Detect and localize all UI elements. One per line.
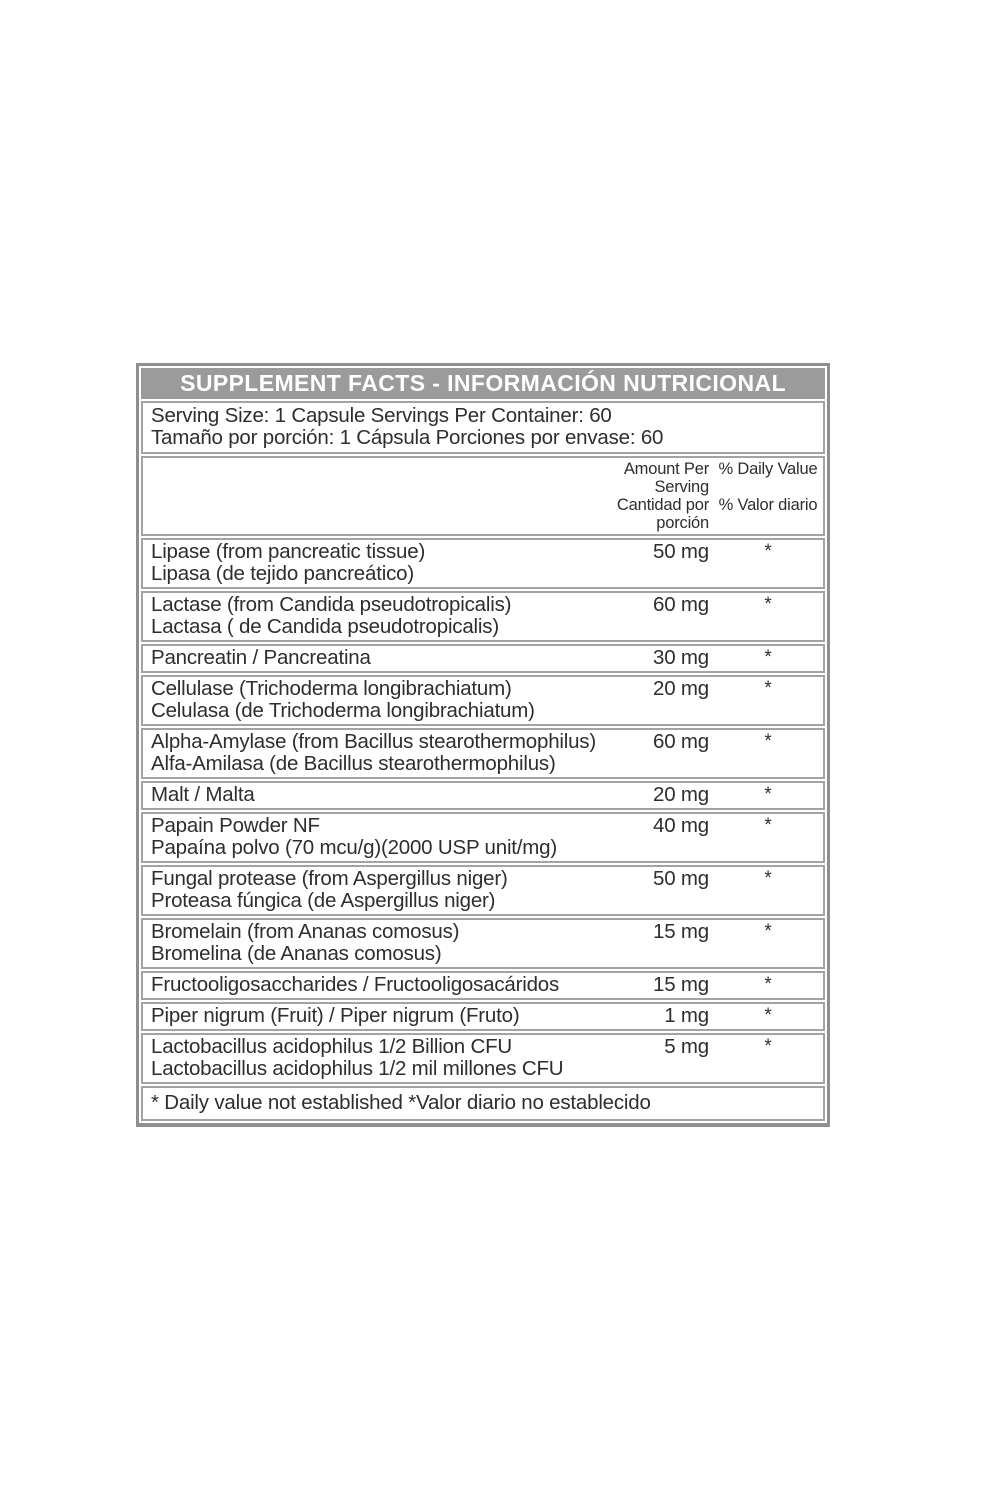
- ingredient-row: [141, 591, 825, 642]
- ingredient-name: [143, 1036, 573, 1080]
- ingredient-rows: [141, 538, 825, 1084]
- ingredient-row: [141, 538, 825, 589]
- ingredient-daily-value: *: [764, 1036, 772, 1057]
- ingredient-name-es: Celulasa (de Trichoderma longibrachiatum): [151, 699, 535, 722]
- ingredient-amount: 40 mg: [653, 814, 709, 837]
- column-header-amount-es: Cantidad por porción: [616, 496, 709, 532]
- ingredient-name-en: Fungal protease (from Aspergillus niger): [151, 867, 508, 890]
- ingredient-name-es: Lactobacillus acidophilus 1/2 mil millones CFU: [151, 1057, 564, 1080]
- ingredient-amount: 60 mg: [653, 593, 709, 616]
- ingredient-name-es: Lactasa ( de Candida pseudotropicalis): [151, 615, 499, 638]
- ingredient-name: [143, 1005, 573, 1027]
- ingredient-amount: 30 mg: [653, 646, 709, 669]
- ingredient-daily-value: *: [764, 1005, 772, 1026]
- column-header-dv-es: % Valor diario: [718, 496, 818, 514]
- ingredient-name-en: Malt / Malta: [151, 783, 255, 806]
- ingredient-name: [143, 815, 573, 859]
- ingredient-row: [141, 865, 825, 916]
- ingredient-amount: 1 mg: [664, 1004, 709, 1027]
- ingredient-name-es: Bromelina (de Ananas comosus): [151, 942, 442, 965]
- ingredient-row: [141, 971, 825, 1000]
- ingredient-row: [141, 728, 825, 779]
- ingredient-name: [143, 868, 573, 912]
- ingredient-name: [143, 921, 573, 965]
- ingredient-amount: 20 mg: [653, 783, 709, 806]
- ingredient-amount: 60 mg: [653, 730, 709, 753]
- ingredient-row: [141, 918, 825, 969]
- serving-size-line-en: Serving Size: 1 Capsule Servings Per Container: 60: [151, 404, 612, 427]
- ingredient-name-en: Lactobacillus acidophilus 1/2 Billion CFU: [151, 1035, 512, 1058]
- column-headers-box: [141, 456, 825, 536]
- ingredient-daily-value: *: [764, 974, 772, 995]
- ingredient-daily-value: *: [764, 868, 772, 889]
- ingredient-name-en: Papain Powder NF: [151, 814, 320, 837]
- ingredient-row: [141, 812, 825, 863]
- ingredient-name-en: Lactase (from Candida pseudotropicalis): [151, 593, 512, 616]
- ingredient-name: [143, 541, 573, 585]
- ingredient-row: [141, 644, 825, 673]
- ingredient-row: [141, 1033, 825, 1084]
- ingredient-daily-value: *: [764, 541, 772, 562]
- serving-size-line-es: Tamaño por porción: 1 Cápsula Porciones por envase: 60: [151, 426, 664, 449]
- ingredient-amount: 50 mg: [653, 867, 709, 890]
- ingredient-daily-value: *: [764, 921, 772, 942]
- ingredient-row: [141, 1002, 825, 1031]
- ingredient-daily-value: *: [764, 815, 772, 836]
- column-header-dv-en: % Daily Value: [718, 460, 818, 478]
- ingredient-daily-value: *: [764, 678, 772, 699]
- ingredient-name: [143, 678, 573, 722]
- ingredient-amount: 50 mg: [653, 540, 709, 563]
- ingredient-name-es: Lipasa (de tejido pancreático): [151, 562, 414, 585]
- ingredient-amount: 15 mg: [653, 973, 709, 996]
- serving-info-box: [141, 401, 825, 454]
- panel-title: SUPPLEMENT FACTS - INFORMACIÓN NUTRICIONAL: [141, 368, 825, 399]
- ingredient-daily-value: *: [764, 647, 772, 668]
- ingredient-row: [141, 675, 825, 726]
- ingredient-name: [143, 730, 596, 775]
- ingredient-name-en: Piper nigrum (Fruit) / Piper nigrum (Fruto): [151, 1004, 520, 1027]
- ingredient-name-en: Pancreatin / Pancreatina: [151, 646, 371, 669]
- ingredient-name-en: Alpha-Amylase (from Bacillus stearothermophilus): [151, 730, 596, 753]
- ingredient-amount: 20 mg: [653, 677, 709, 700]
- ingredient-daily-value: *: [764, 731, 772, 752]
- ingredient-name-es: Papaína polvo (70 mcu/g)(2000 USP unit/mg): [151, 836, 558, 859]
- ingredient-name: [143, 594, 573, 638]
- ingredient-daily-value: *: [764, 784, 772, 805]
- ingredient-row: [141, 781, 825, 810]
- ingredient-name: [143, 647, 573, 669]
- ingredient-name-es: Alfa-Amilasa (de Bacillus stearothermophilus): [151, 752, 556, 775]
- ingredient-name-es: Proteasa fúngica (de Aspergillus niger): [151, 889, 496, 912]
- ingredient-name: [143, 784, 573, 806]
- ingredient-daily-value: *: [764, 594, 772, 615]
- ingredient-amount: 15 mg: [653, 920, 709, 943]
- ingredient-name-en: Fructooligosaccharides / Fructooligosacáridos: [151, 973, 560, 996]
- ingredient-name-en: Cellulase (Trichoderma longibrachiatum): [151, 677, 512, 700]
- ingredient-amount: 5 mg: [664, 1035, 709, 1058]
- ingredient-name-en: Bromelain (from Ananas comosus): [151, 920, 460, 943]
- daily-value-footnote: * Daily value not established *Valor diario no establecido: [141, 1086, 825, 1121]
- ingredient-name-en: Lipase (from pancreatic tissue): [151, 540, 426, 563]
- ingredient-name: [143, 974, 573, 996]
- column-header-amount-en: Amount Per Serving: [623, 460, 709, 496]
- supplement-facts-panel: [136, 363, 830, 1127]
